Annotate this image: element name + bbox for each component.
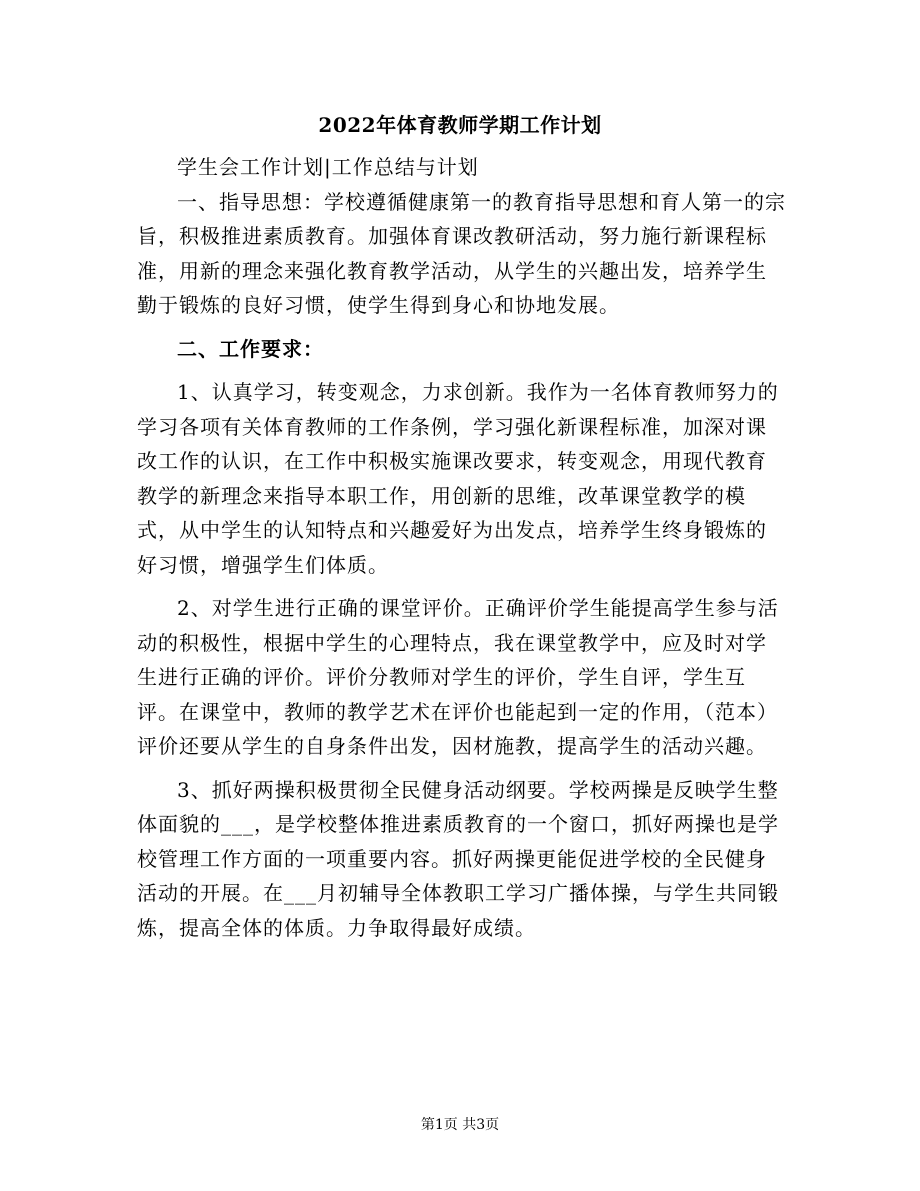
document-title: 2022年体育教师学期工作计划 xyxy=(318,113,602,137)
paragraph-item-2: 2、对学生进行正确的课堂评价。正确评价学生能提高学生参与活动的积极性，根据中学生的心理特点，我在课堂教学中，应及时对学生进行正确的评价。评价分教师对学生的评价，学生自评，学生互评。在课堂中，教师的教学艺术在评价也能起到一定的作用，（范本）评价还要从学生的自身条件出发，因材施教，提高学生的活动兴趣。 xyxy=(137,596,779,758)
paragraph-guiding-thought: 一、指导思想：学校遵循健康第一的教育指导思想和育人第一的宗旨，积极推进素质教育。加强体育课改教研活动，努力施行新课程标准，用新的理念来强化教育教学活动，从学生的兴趣出发，培养学生勤于锻炼的良好习惯，使学生得到身心和协地发展。 xyxy=(137,189,786,317)
paragraph-item-1: 1、认真学习，转变观念，力求创新。我作为一名体育教师努力的学习各项有关体育教师的工作条例，学习强化新课程标准，加深对课改工作的认识，在工作中积极实施课改要求，转变观念，用现代教育教学的新理念来指导本职工作，用创新的思维，改革课堂教学的模式，从中学生的认知特点和兴趣爱好为出发点，培养学生终身锻炼的好习惯，增强学生们体质。 xyxy=(137,380,779,577)
section-heading-work-requirements: 二、工作要求： xyxy=(177,336,324,361)
document-body xyxy=(137,150,787,945)
page-number-footer: 第1页 共3页 xyxy=(420,1117,500,1133)
subtitle-line: 学生会工作计划|工作总结与计划 xyxy=(177,155,479,179)
paragraph-item-3: 3、抓好两操积极贯彻全民健身活动纲要。学校两操是反映学生整体面貌的___，是学校整体推进素质教育的一个窗口，抓好两操也是学校管理工作方面的一项重要内容。抓好两操更能促进学校的全民健身活动的开展。在___月初辅导全体教职工学习广播体操，与学生共同锻炼，提高全体的体质。力争取得最好成绩。 xyxy=(137,777,779,940)
